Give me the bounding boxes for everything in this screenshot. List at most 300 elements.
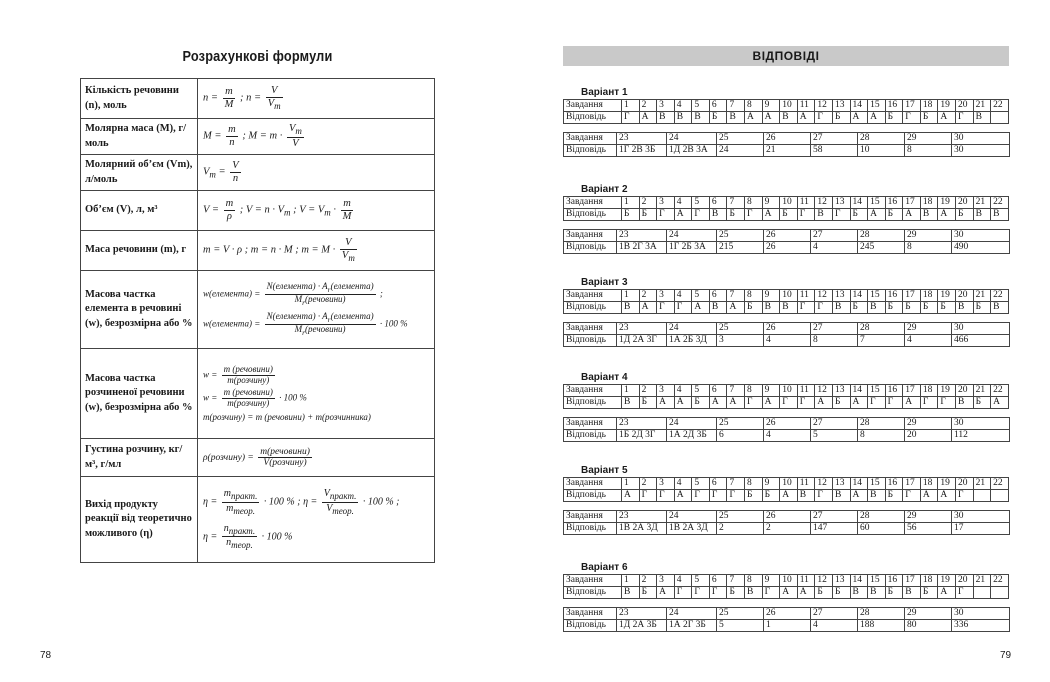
task-number-cell: 7 — [727, 385, 745, 397]
task-number-cell: 19 — [938, 478, 956, 490]
task-number-cell: 7 — [727, 290, 745, 302]
formula-row — [81, 119, 435, 155]
answer-cell: В — [920, 209, 938, 221]
answer-cell: 1А 2Б 3Д — [667, 335, 717, 347]
answer-cell: 147 — [811, 523, 858, 535]
answer-cell: Б — [727, 209, 745, 221]
formula-row — [81, 271, 435, 349]
task-number-cell: 4 — [674, 385, 692, 397]
answer-cell: А — [815, 397, 833, 409]
answers-table-2 — [563, 510, 1010, 535]
answer-cell: В — [991, 209, 1009, 221]
answer-cell: 1Д 2А 3Б — [617, 620, 667, 632]
answers-table-1 — [563, 196, 1009, 221]
formula-name: Маса речовини (m), г — [81, 231, 198, 271]
variant-title: Варіант 2 — [581, 184, 628, 195]
answer-cell: Б — [639, 397, 657, 409]
task-number-cell: 2 — [639, 290, 657, 302]
task-number-cell: 23 — [617, 608, 667, 620]
formulas-title: Розрахункові формули — [182, 48, 333, 65]
task-number-cell: 13 — [832, 197, 850, 209]
answer-cell: В — [903, 587, 921, 599]
answer-cell: Г — [727, 490, 745, 502]
task-number-cell: 6 — [709, 478, 727, 490]
answer-cell: В — [709, 302, 727, 314]
answer-cell: 10 — [858, 145, 905, 157]
answer-cell — [991, 587, 1009, 599]
task-number-cell: 24 — [667, 511, 717, 523]
answer-cell: Г — [797, 302, 815, 314]
answer-cell: А — [762, 209, 780, 221]
answers-header: ВІДПОВІДІ — [563, 46, 1009, 66]
task-row — [564, 478, 1009, 490]
variant-block — [563, 464, 1009, 535]
task-number-cell: 16 — [885, 197, 903, 209]
answer-cell: 4 — [764, 335, 811, 347]
task-number-cell: 28 — [858, 323, 905, 335]
task-number-cell: 20 — [955, 197, 973, 209]
answer-cell: В — [973, 209, 991, 221]
task-number-cell: 29 — [905, 511, 952, 523]
answer-cell: В — [850, 587, 868, 599]
answer-cell: 8 — [811, 335, 858, 347]
task-number-cell: 27 — [811, 323, 858, 335]
task-number-cell: 30 — [952, 133, 1010, 145]
answer-cell: А — [762, 397, 780, 409]
task-number-cell: 10 — [780, 478, 798, 490]
variant-title: Варіант 4 — [581, 372, 628, 383]
task-row — [564, 100, 1009, 112]
task-number-cell: 15 — [868, 575, 886, 587]
answer-cell: Г — [657, 302, 675, 314]
task-number-cell: 24 — [667, 323, 717, 335]
task-number-cell: 10 — [780, 385, 798, 397]
task-label: Завдання — [564, 133, 617, 145]
answer-cell: В — [780, 302, 798, 314]
answer-cell: Б — [622, 209, 640, 221]
answer-cell: Б — [832, 112, 850, 124]
formula-row — [81, 477, 435, 563]
variant-block — [563, 371, 1009, 442]
answer-cell: 1Д 2А 3Г — [617, 335, 667, 347]
answer-cell: А — [797, 112, 815, 124]
answer-cell: 2 — [764, 523, 811, 535]
task-number-cell: 12 — [815, 385, 833, 397]
task-number-cell: 14 — [850, 197, 868, 209]
answer-cell: Б — [973, 397, 991, 409]
task-number-cell: 23 — [617, 323, 667, 335]
answer-cell: Г — [692, 490, 710, 502]
task-number-cell: 25 — [717, 323, 764, 335]
answer-cell: 1Г 2В 3Б — [617, 145, 667, 157]
task-number-cell: 24 — [667, 608, 717, 620]
answer-label: Відповідь — [564, 209, 622, 221]
task-number-cell: 16 — [885, 290, 903, 302]
answer-row — [564, 242, 1010, 254]
answer-cell: А — [780, 587, 798, 599]
formula-name: Кількість речовини (n), моль — [81, 79, 198, 119]
formula-name: Молярний об’єм (Vm), л/моль — [81, 155, 198, 191]
answer-cell: 80 — [905, 620, 952, 632]
answer-cell: Б — [850, 209, 868, 221]
task-number-cell: 24 — [667, 418, 717, 430]
answer-cell: Б — [920, 112, 938, 124]
task-number-cell: 2 — [639, 478, 657, 490]
page-number-right: 79 — [1000, 650, 1012, 661]
answer-cell: 1Г 2Б 3А — [667, 242, 717, 254]
answer-cell: Г — [797, 209, 815, 221]
answer-cell: 7 — [858, 335, 905, 347]
answer-cell: 24 — [717, 145, 764, 157]
answer-cell: В — [868, 490, 886, 502]
task-row — [564, 385, 1009, 397]
task-number-cell: 21 — [973, 385, 991, 397]
task-number-cell: 1 — [622, 290, 640, 302]
answer-cell: А — [639, 302, 657, 314]
answer-cell: Г — [692, 209, 710, 221]
answer-cell: Г — [709, 587, 727, 599]
answer-cell: В — [973, 112, 991, 124]
answer-cell: Г — [762, 587, 780, 599]
answer-cell: А — [850, 490, 868, 502]
answer-cell: Б — [850, 302, 868, 314]
task-number-cell: 21 — [973, 197, 991, 209]
formula-cell: V = $\frac{m}{\rho}$ ; $V = n \cdot V_m$ ; $V = V_m$ · $\frac{m}{M}$ — [198, 191, 435, 231]
task-number-cell: 27 — [811, 511, 858, 523]
task-number-cell: 19 — [938, 100, 956, 112]
task-number-cell: 30 — [952, 323, 1010, 335]
task-number-cell: 19 — [938, 290, 956, 302]
task-number-cell: 23 — [617, 511, 667, 523]
task-number-cell: 7 — [727, 197, 745, 209]
task-number-cell: 19 — [938, 385, 956, 397]
task-number-cell: 21 — [973, 100, 991, 112]
answer-label: Відповідь — [564, 112, 622, 124]
task-number-cell: 17 — [903, 478, 921, 490]
answer-cell: Б — [780, 209, 798, 221]
answer-cell: 1В 2А 3Д — [667, 523, 717, 535]
answer-label: Відповідь — [564, 490, 622, 502]
answer-cell: Г — [832, 209, 850, 221]
answer-cell: Б — [938, 302, 956, 314]
formula-name: Молярна маса (M), г/моль — [81, 119, 198, 155]
answer-cell: Б — [955, 209, 973, 221]
answer-cell: Б — [885, 112, 903, 124]
answer-cell: А — [938, 112, 956, 124]
answer-row — [564, 620, 1010, 632]
formula-row — [81, 439, 435, 477]
task-number-cell: 17 — [903, 385, 921, 397]
answer-cell: Г — [815, 490, 833, 502]
answer-cell: А — [674, 209, 692, 221]
task-number-cell: 6 — [709, 385, 727, 397]
answer-cell: Г — [674, 587, 692, 599]
answer-cell: 26 — [764, 242, 811, 254]
task-number-cell: 8 — [745, 197, 763, 209]
task-row — [564, 511, 1010, 523]
task-number-cell: 5 — [692, 100, 710, 112]
task-label: Завдання — [564, 385, 622, 397]
answer-cell: В — [780, 112, 798, 124]
answer-cell: Г — [745, 397, 763, 409]
task-number-cell: 26 — [764, 323, 811, 335]
answer-cell: А — [938, 490, 956, 502]
task-number-cell: 15 — [868, 100, 886, 112]
task-number-cell: 8 — [745, 385, 763, 397]
task-number-cell: 3 — [657, 100, 675, 112]
answer-cell: 1Д 2В 3А — [667, 145, 717, 157]
formula-row — [81, 79, 435, 119]
formula-row — [81, 155, 435, 191]
answer-cell: Б — [832, 397, 850, 409]
task-row — [564, 575, 1009, 587]
answer-cell: 1 — [764, 620, 811, 632]
answer-cell: 8 — [858, 430, 905, 442]
task-number-cell: 11 — [797, 385, 815, 397]
task-number-cell: 15 — [868, 290, 886, 302]
task-number-cell: 20 — [955, 290, 973, 302]
task-number-cell: 28 — [858, 418, 905, 430]
task-number-cell: 13 — [832, 100, 850, 112]
answer-label: Відповідь — [564, 302, 622, 314]
answer-cell: 60 — [858, 523, 905, 535]
answers-table-1 — [563, 574, 1009, 599]
answer-cell: Г — [903, 112, 921, 124]
answers-table-1 — [563, 477, 1009, 502]
task-number-cell: 29 — [905, 230, 952, 242]
answer-cell: Б — [815, 587, 833, 599]
task-number-cell: 30 — [952, 511, 1010, 523]
variant-title: Варіант 1 — [581, 87, 628, 98]
answer-label: Відповідь — [564, 587, 622, 599]
answer-row — [564, 397, 1009, 409]
answer-cell: В — [692, 112, 710, 124]
task-number-cell: 8 — [745, 478, 763, 490]
answer-cell: Б — [885, 209, 903, 221]
task-number-cell: 11 — [797, 197, 815, 209]
task-number-cell: 3 — [657, 478, 675, 490]
task-number-cell: 10 — [780, 290, 798, 302]
answer-cell: А — [657, 397, 675, 409]
task-number-cell: 4 — [674, 100, 692, 112]
task-number-cell: 26 — [764, 608, 811, 620]
task-label: Завдання — [564, 290, 622, 302]
task-row — [564, 133, 1010, 145]
answer-cell: 5 — [717, 620, 764, 632]
page-number-left: 78 — [40, 650, 52, 661]
answer-cell: В — [657, 112, 675, 124]
answer-cell: 215 — [717, 242, 764, 254]
answer-cell: В — [709, 209, 727, 221]
formula-cell: m = V · ρ ; m = n · M ; m = M · $\frac{V}{V_m}$ — [198, 231, 435, 271]
task-number-cell: 15 — [868, 197, 886, 209]
task-number-cell: 27 — [811, 418, 858, 430]
task-number-cell: 16 — [885, 100, 903, 112]
task-number-cell: 5 — [692, 478, 710, 490]
task-number-cell: 11 — [797, 478, 815, 490]
task-number-cell: 27 — [811, 230, 858, 242]
answer-cell: В — [868, 302, 886, 314]
answer-cell: 4 — [811, 242, 858, 254]
answer-cell: 6 — [717, 430, 764, 442]
task-number-cell: 20 — [955, 575, 973, 587]
task-number-cell: 4 — [674, 575, 692, 587]
task-number-cell: 17 — [903, 290, 921, 302]
task-number-cell: 7 — [727, 575, 745, 587]
task-number-cell: 15 — [868, 478, 886, 490]
answer-cell: В — [815, 209, 833, 221]
task-number-cell: 27 — [811, 133, 858, 145]
answer-cell: А — [780, 490, 798, 502]
answer-row — [564, 209, 1009, 221]
task-number-cell: 22 — [991, 290, 1009, 302]
answer-cell: 21 — [764, 145, 811, 157]
answer-cell: Б — [920, 302, 938, 314]
answer-row — [564, 335, 1010, 347]
answer-cell: Г — [674, 302, 692, 314]
answer-row — [564, 523, 1010, 535]
task-number-cell: 28 — [858, 230, 905, 242]
task-number-cell: 15 — [868, 385, 886, 397]
task-number-cell: 18 — [920, 290, 938, 302]
answer-cell: Г — [657, 209, 675, 221]
task-number-cell: 5 — [692, 290, 710, 302]
answer-cell: Г — [622, 112, 640, 124]
task-number-cell: 6 — [709, 197, 727, 209]
task-label: Завдання — [564, 418, 617, 430]
task-number-cell: 14 — [850, 575, 868, 587]
task-number-cell: 22 — [991, 575, 1009, 587]
task-number-cell: 3 — [657, 197, 675, 209]
answer-cell: 1В 2А 3Д — [617, 523, 667, 535]
variant-block — [563, 561, 1009, 632]
task-number-cell: 4 — [674, 478, 692, 490]
task-label: Завдання — [564, 511, 617, 523]
answer-cell: Г — [745, 209, 763, 221]
answer-cell: А — [674, 490, 692, 502]
task-number-cell: 17 — [903, 575, 921, 587]
task-number-cell: 17 — [903, 197, 921, 209]
task-number-cell: 24 — [667, 230, 717, 242]
formula-row — [81, 349, 435, 439]
answer-cell: В — [991, 302, 1009, 314]
task-number-cell: 1 — [622, 197, 640, 209]
answer-cell: Г — [868, 397, 886, 409]
answer-cell: 20 — [905, 430, 952, 442]
answer-cell: А — [938, 209, 956, 221]
answer-row — [564, 490, 1009, 502]
task-row — [564, 290, 1009, 302]
task-label: Завдання — [564, 323, 617, 335]
task-number-cell: 19 — [938, 575, 956, 587]
answer-cell: В — [674, 112, 692, 124]
variant-title: Варіант 5 — [581, 465, 628, 476]
task-number-cell: 13 — [832, 478, 850, 490]
answer-cell — [973, 490, 991, 502]
task-number-cell: 10 — [780, 100, 798, 112]
answer-cell: 4 — [764, 430, 811, 442]
answer-cell: Б — [745, 302, 763, 314]
task-number-cell: 23 — [617, 230, 667, 242]
answers-table-2 — [563, 132, 1010, 157]
answer-cell: А — [762, 112, 780, 124]
answer-cell: Б — [727, 587, 745, 599]
answer-row — [564, 587, 1009, 599]
answer-cell: В — [832, 490, 850, 502]
task-number-cell: 12 — [815, 290, 833, 302]
task-number-cell: 4 — [674, 197, 692, 209]
formula-cell: M = $\frac{m}{n}$ ; M = m · $\frac{V_m}{V}$ — [198, 119, 435, 155]
answer-cell: Б — [745, 490, 763, 502]
task-number-cell: 28 — [858, 133, 905, 145]
answer-row — [564, 145, 1010, 157]
task-number-cell: 19 — [938, 197, 956, 209]
task-label: Завдання — [564, 608, 617, 620]
task-number-cell: 20 — [955, 100, 973, 112]
task-number-cell: 11 — [797, 100, 815, 112]
task-number-cell: 20 — [955, 478, 973, 490]
task-row — [564, 323, 1010, 335]
task-number-cell: 24 — [667, 133, 717, 145]
task-number-cell: 4 — [674, 290, 692, 302]
task-number-cell: 1 — [622, 100, 640, 112]
task-number-cell: 30 — [952, 418, 1010, 430]
answer-label: Відповідь — [564, 523, 617, 535]
task-number-cell: 22 — [991, 478, 1009, 490]
answer-cell: Г — [797, 397, 815, 409]
answer-cell: 2 — [717, 523, 764, 535]
task-number-cell: 3 — [657, 575, 675, 587]
task-number-cell: 5 — [692, 575, 710, 587]
task-number-cell: 14 — [850, 290, 868, 302]
task-row — [564, 608, 1010, 620]
answer-cell: Г — [780, 397, 798, 409]
answer-cell: Б — [639, 209, 657, 221]
formulas-table — [80, 78, 435, 563]
answer-cell: 112 — [952, 430, 1010, 442]
task-number-cell: 12 — [815, 197, 833, 209]
answer-cell: А — [657, 587, 675, 599]
formula-cell: n = $\frac{m}{M}$ ; n = $\frac{V}{V_m}$ — [198, 79, 435, 119]
task-number-cell: 23 — [617, 133, 667, 145]
task-number-cell: 28 — [858, 511, 905, 523]
task-number-cell: 25 — [717, 133, 764, 145]
answer-cell: А — [850, 112, 868, 124]
task-number-cell: 9 — [762, 100, 780, 112]
answer-cell: А — [727, 302, 745, 314]
task-number-cell: 20 — [955, 385, 973, 397]
task-number-cell: 18 — [920, 575, 938, 587]
answer-cell: Г — [938, 397, 956, 409]
answer-cell: В — [832, 302, 850, 314]
answer-cell: 8 — [905, 242, 952, 254]
answer-cell: Б — [885, 490, 903, 502]
task-number-cell: 9 — [762, 575, 780, 587]
task-number-cell: 12 — [815, 478, 833, 490]
task-number-cell: 12 — [815, 100, 833, 112]
task-number-cell: 7 — [727, 478, 745, 490]
task-number-cell: 22 — [991, 100, 1009, 112]
answer-cell: Г — [692, 587, 710, 599]
answer-cell: Б — [709, 112, 727, 124]
task-number-cell: 30 — [952, 608, 1010, 620]
answers-table-2 — [563, 417, 1010, 442]
task-number-cell: 14 — [850, 385, 868, 397]
answer-cell: 188 — [858, 620, 905, 632]
task-number-cell: 16 — [885, 478, 903, 490]
task-number-cell: 1 — [622, 385, 640, 397]
answer-row — [564, 112, 1009, 124]
